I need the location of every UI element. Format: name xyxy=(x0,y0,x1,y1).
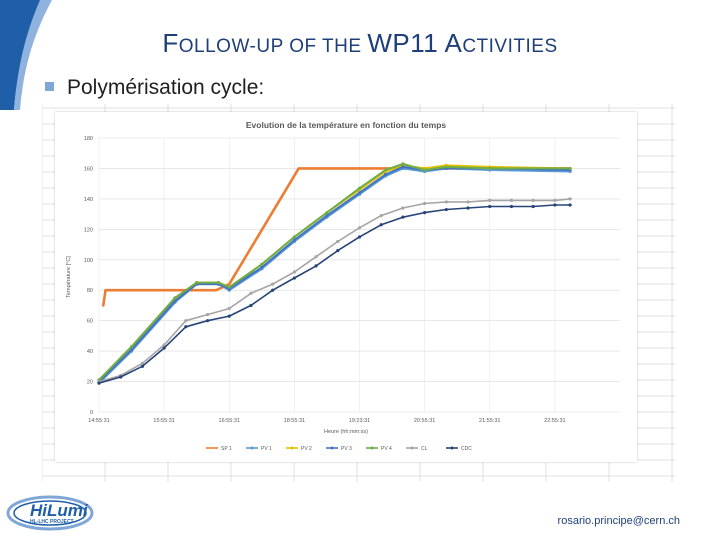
data-point xyxy=(466,206,469,209)
data-point xyxy=(423,168,426,171)
data-point xyxy=(184,319,187,322)
x-tick-label: 19:23:31 xyxy=(348,418,371,424)
x-tick-label: 14:55:31 xyxy=(88,418,110,424)
series-line xyxy=(99,205,570,383)
data-point xyxy=(423,211,426,214)
data-point xyxy=(260,263,263,266)
y-tick-label: 60 xyxy=(86,318,93,325)
data-point xyxy=(163,346,166,349)
data-point xyxy=(384,173,387,176)
data-point xyxy=(249,292,252,295)
data-point xyxy=(249,304,252,307)
data-point xyxy=(325,211,328,214)
footer-email: rosario.principe@cern.ch xyxy=(557,515,680,527)
data-point xyxy=(568,167,571,170)
data-point xyxy=(510,205,513,208)
data-point xyxy=(173,296,176,299)
legend-label: SP 1 xyxy=(221,446,232,452)
bullet-text: Polymérisation cycle: xyxy=(67,76,265,99)
data-point xyxy=(532,205,535,208)
svg-text:HL-LHC PROJECT: HL-LHC PROJECT xyxy=(30,519,74,525)
data-point xyxy=(195,281,198,284)
data-point xyxy=(380,214,383,217)
y-axis-label: Température [°C] xyxy=(66,256,72,298)
data-point xyxy=(358,187,361,190)
series-line xyxy=(99,165,570,380)
data-point xyxy=(119,375,122,378)
data-point xyxy=(488,205,491,208)
data-point xyxy=(271,289,274,292)
data-point xyxy=(314,255,317,258)
data-point xyxy=(184,325,187,328)
data-point xyxy=(380,223,383,226)
temperature-chart xyxy=(55,112,637,462)
data-point xyxy=(445,200,448,203)
data-point xyxy=(228,315,231,318)
data-point xyxy=(206,313,209,316)
data-point xyxy=(445,208,448,211)
y-tick-label: 20 xyxy=(86,379,93,386)
data-point xyxy=(401,162,404,165)
data-point xyxy=(293,270,296,273)
bullet-marker xyxy=(45,82,54,91)
data-point xyxy=(401,216,404,219)
legend-marker xyxy=(291,447,294,450)
legend-marker xyxy=(251,447,254,450)
chart-container xyxy=(55,112,637,462)
data-point xyxy=(228,307,231,310)
series-pv-1 xyxy=(97,167,571,385)
y-tick-label: 100 xyxy=(83,257,93,264)
x-tick-label: 16:55:31 xyxy=(218,418,240,424)
data-point xyxy=(488,199,491,202)
legend-label: CDC xyxy=(461,446,472,452)
data-point xyxy=(97,381,100,384)
data-point xyxy=(293,235,296,238)
chart-title: Evolution de la température en fonction du temps xyxy=(245,120,447,130)
hilumi-logo xyxy=(6,492,98,534)
data-point xyxy=(130,345,133,348)
data-point xyxy=(568,203,571,206)
data-point xyxy=(532,199,535,202)
legend-label: PV 4 xyxy=(381,446,392,452)
data-point xyxy=(466,200,469,203)
x-tick-label: 22:55:31 xyxy=(544,418,566,424)
data-point xyxy=(314,264,317,267)
data-point xyxy=(423,202,426,205)
legend-label: PV 1 xyxy=(261,446,272,452)
series-line xyxy=(103,168,570,305)
data-point xyxy=(384,168,387,171)
data-point xyxy=(510,199,513,202)
legend-marker xyxy=(411,447,414,450)
data-point xyxy=(358,191,361,194)
series-pv-4 xyxy=(97,162,571,381)
data-point xyxy=(401,206,404,209)
data-point xyxy=(553,203,556,206)
y-tick-label: 160 xyxy=(83,166,93,173)
legend xyxy=(206,446,472,452)
x-tick-label: 21:55:31 xyxy=(479,418,501,424)
legend-label: CL xyxy=(421,446,428,452)
series-cdc xyxy=(97,203,571,384)
y-tick-label: 120 xyxy=(83,227,93,234)
legend-marker xyxy=(451,447,454,450)
series-pv-2 xyxy=(97,164,571,382)
slide-title: FOLLOW-UP OF THE WP11 ACTIVITIES xyxy=(162,28,558,58)
legend-marker xyxy=(331,447,334,450)
y-tick-label: 40 xyxy=(86,349,93,356)
svg-text:HiLumi: HiLumi xyxy=(30,501,88,520)
x-tick-label: 15:55:31 xyxy=(153,418,175,424)
data-point xyxy=(271,283,274,286)
data-point xyxy=(358,235,361,238)
x-tick-label: 20:55:31 xyxy=(413,418,436,424)
data-point xyxy=(293,276,296,279)
data-point xyxy=(568,197,571,200)
y-tick-label: 180 xyxy=(83,136,93,142)
x-tick-label: 18:55:31 xyxy=(283,418,306,424)
y-tick-label: 80 xyxy=(86,288,93,295)
legend-label: PV 2 xyxy=(301,446,312,452)
data-point xyxy=(553,199,556,202)
bullet-item xyxy=(45,76,264,100)
legend-marker xyxy=(371,447,374,450)
data-point xyxy=(401,165,404,168)
data-point xyxy=(336,240,339,243)
series-pv-3 xyxy=(97,165,571,383)
series-sp-1 xyxy=(103,168,570,305)
data-point xyxy=(217,281,220,284)
data-point xyxy=(358,226,361,229)
x-axis-label: Heure (hh:mm:ss) xyxy=(323,429,369,435)
legend-label: PV 3 xyxy=(341,446,352,452)
data-point xyxy=(336,249,339,252)
data-point xyxy=(228,286,231,289)
series-line xyxy=(99,164,570,380)
y-tick-label: 0 xyxy=(89,410,93,416)
data-point xyxy=(445,165,448,168)
data-point xyxy=(141,365,144,368)
data-point xyxy=(488,167,491,170)
y-tick-label: 140 xyxy=(83,196,93,203)
data-point xyxy=(206,319,209,322)
